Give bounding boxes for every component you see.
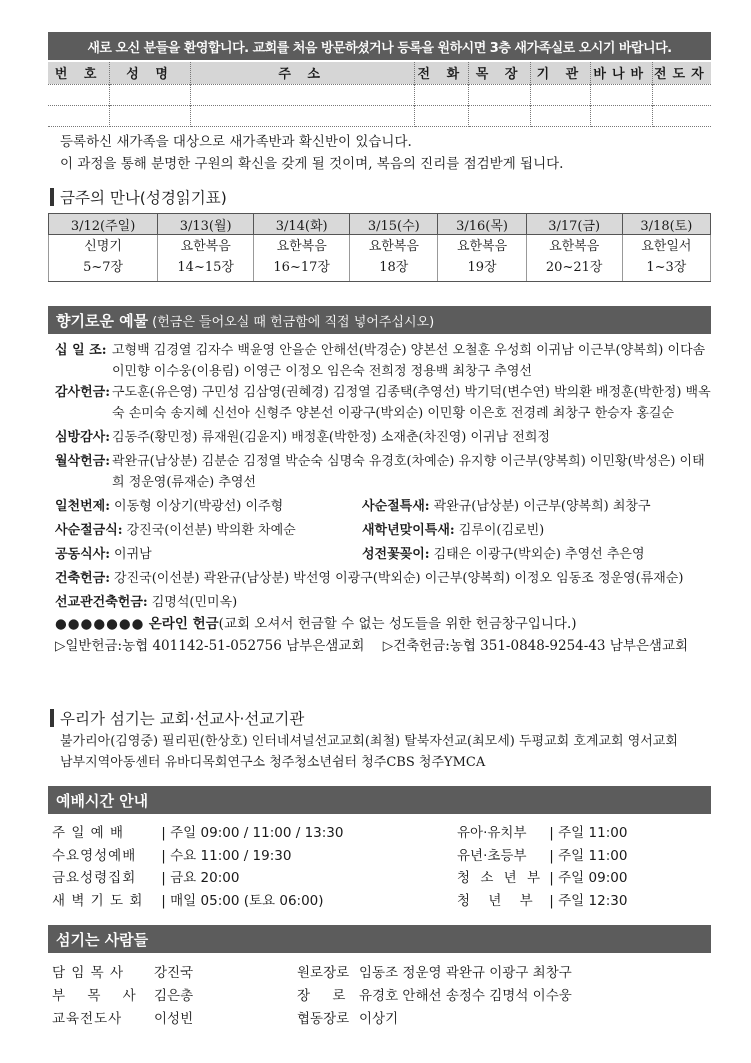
elder-names: 유경호 안해선 송정수 김명석 이수웅 xyxy=(359,988,572,1004)
elder-role: 장 로 xyxy=(297,988,355,1004)
note-line: 이 과정을 통해 분명한 구원의 확신을 갖게 될 것이며, 복음의 진리를 점검받게 됩니다. xyxy=(60,156,564,172)
missions-title: 우리가 섬기는 교회·선교사·선교기관 xyxy=(60,710,305,728)
building-names: 강진국(이선분) 곽완규(남상분) 박선영 이광구(박외순) 이근부(양복희) 이정오 임동조 정운영(류재순) xyxy=(114,571,684,586)
welcome-banner xyxy=(48,32,711,60)
monthly-row xyxy=(55,451,715,493)
dept-name: 유아·유치부 xyxy=(457,825,527,841)
cooperative-role: 협동장로 xyxy=(297,1011,350,1027)
ilcheon-sasun-row xyxy=(55,496,715,517)
worship-header xyxy=(48,786,711,814)
col-evangelist: 전도자 xyxy=(652,62,711,84)
sasun-season-names: 곽완규(남상분) 이근부(양복희) 최창구 xyxy=(433,499,651,514)
note-line: 등록하신 새가족을 대상으로 새가족반과 확신반이 있습니다. xyxy=(60,134,412,150)
service-time: 금요 20:00 xyxy=(170,870,240,886)
building-label: 건축헌금: xyxy=(55,571,111,586)
cooperative-name: 이상기 xyxy=(359,1011,399,1027)
reading-title: 금주의 만나(성경읽기표) xyxy=(60,189,227,207)
tithe-names: 고형백 김경열 김자수 백윤영 안을순 안해선(박경순) 양본선 오철훈 우성희 이귀남 이근부(양복희) 이다솜 이민향 이수웅(이용림) 이영근 이정오 임은숙 전희정 정용백 최창구 추영선 xyxy=(112,343,706,379)
people-row xyxy=(52,985,712,1008)
reading-book: 요한복음 xyxy=(254,235,350,257)
offering-title: 향기로운 예물 xyxy=(56,311,149,330)
reading-date: 3/18(토) xyxy=(622,214,710,235)
service-name: 주 일 예 배 xyxy=(52,825,125,841)
worship-title: 예배시간 안내 xyxy=(56,791,149,810)
meal-names: 이귀남 xyxy=(114,547,152,562)
newyear-label: 새학년맞이특새: xyxy=(362,523,455,538)
meal-flower-row xyxy=(55,544,715,565)
service-name: 금요성령집회 xyxy=(52,870,137,886)
worship-schedule xyxy=(52,822,712,912)
registration-row[interactable] xyxy=(48,84,711,105)
people-header xyxy=(48,925,711,953)
reading-book: 요한복음 xyxy=(438,235,526,257)
heading-marker xyxy=(50,188,54,206)
monthly-names: 곽완규(남상분) 김분순 김정열 박순숙 심명숙 유경호(차예순) 유지향 이근부(양복희) 이민황(박성은) 이태희 정운영(류재순) 추영선 xyxy=(112,454,705,490)
sasun-season-label: 사순절특새: xyxy=(362,499,430,514)
thanks-label: 감사헌금: xyxy=(55,385,111,400)
online-desc: (교회 오셔서 헌금할 수 없는 성도들을 위한 헌금창구입니다.) xyxy=(218,616,577,632)
account-general: ▷일반헌금:농협 401142-51-052756 남부은샘교회 xyxy=(55,638,365,654)
reading-chapters: 19장 xyxy=(438,256,526,282)
reading-chapters: 18장 xyxy=(350,256,438,282)
newyear-names: 김루이(김로빈) xyxy=(458,523,545,538)
reading-chapters: 14~15장 xyxy=(158,256,254,282)
worship-row: 수요영성예배 | 수요 11:00 / 19:30 유년·초등부 | 주일 11:00 xyxy=(52,845,712,868)
reading-date: 3/12(주일) xyxy=(49,214,158,235)
reading-date: 3/15(수) xyxy=(350,214,438,235)
col-cell-group: 목 장 xyxy=(469,62,531,84)
reading-book: 요한복음 xyxy=(350,235,438,257)
thanks-row xyxy=(55,382,715,424)
service-time: 주일 09:00 / 11:00 / 13:30 xyxy=(170,825,344,841)
shimbang-names: 김동주(황민정) 류재원(김윤지) 배정훈(박한정) 소재춘(차진영) 이귀남 전희정 xyxy=(112,430,550,445)
evangelist-role: 교육전도사 xyxy=(52,1011,123,1027)
reading-book: 신명기 xyxy=(49,235,158,257)
reading-date: 3/14(화) xyxy=(254,214,350,235)
tithe-label: 십 일 조: xyxy=(55,343,107,358)
reading-date: 3/13(월) xyxy=(158,214,254,235)
reading-book: 요한복음 xyxy=(526,235,622,257)
dept-time: 주일 12:30 xyxy=(558,892,628,909)
meal-label: 공동식사: xyxy=(55,547,111,562)
missions-list xyxy=(60,731,710,773)
reading-book: 요한복음 xyxy=(158,235,254,257)
dept-time: 주일 09:00 xyxy=(558,870,628,886)
worship-row: 주 일 예 배 | 주일 09:00 / 11:00 / 13:30 유아·유치부 | 주일 11:00 xyxy=(52,822,712,845)
offering-subtitle: (헌금은 들어오실 때 헌금함에 직접 넣어주십시오) xyxy=(152,314,435,330)
emeritus-role: 원로장로 xyxy=(297,965,350,981)
dept-time: 주일 11:00 xyxy=(558,847,628,864)
mission-building-row xyxy=(55,592,715,613)
service-time: 매일 05:00 (토요 06:00) xyxy=(170,892,324,909)
reading-table xyxy=(48,213,711,282)
service-time: 수요 11:00 / 19:30 xyxy=(170,847,292,864)
reading-chapters: 1~3장 xyxy=(622,256,710,282)
associate-name: 김은총 xyxy=(154,988,194,1004)
worship-row: 새 벽 기 도 회 | 매일 05:00 (토요 06:00) 청 년 부 | 주일 12:30 xyxy=(52,890,712,913)
ilcheon-names: 이동형 이상기(박광선) 이주형 xyxy=(114,499,284,514)
online-title: 온라인 헌금 xyxy=(148,616,219,632)
reading-chapters: 5~7장 xyxy=(49,256,158,282)
shimbang-row xyxy=(55,427,715,448)
new-family-note xyxy=(60,131,563,175)
sasun-newyear-row xyxy=(55,520,715,541)
offering-header xyxy=(48,306,711,334)
missions-line: 불가리아(김영중) 필리핀(한상호) 인터네셔널선교교회(최철) 탈북자선교(최모세) 두평교회 호계교회 영서교회 xyxy=(60,734,678,749)
reading-heading xyxy=(50,186,227,208)
heading-marker xyxy=(50,709,54,727)
registration-table xyxy=(48,62,711,127)
col-number: 번 호 xyxy=(48,62,110,84)
col-phone: 전 화 xyxy=(414,62,469,84)
dept-name: 청 소 년 부 xyxy=(457,870,544,886)
reading-book: 요한일서 xyxy=(622,235,710,257)
missions-line: 남부지역아동센터 유바디목회연구소 청주청소년쉼터 청주CBS 청주YMCA xyxy=(60,755,486,770)
mission-building-label: 선교관건축헌금: xyxy=(55,595,148,610)
monthly-label: 월삭헌금: xyxy=(55,454,111,469)
service-name: 새 벽 기 도 회 xyxy=(52,892,144,909)
col-barnabas: 바나바 xyxy=(590,62,652,84)
sasun-meal-label: 사순절금식: xyxy=(55,523,123,538)
building-row xyxy=(55,568,715,589)
account-building: ▷건축헌금:농협 351-0848-9254-43 남부은샘교회 xyxy=(382,638,689,654)
dept-time: 주일 11:00 xyxy=(558,825,628,841)
reading-chapters: 20~21장 xyxy=(526,256,622,282)
flower-names: 김태은 이광구(박외순) 추영선 추은영 xyxy=(433,547,645,562)
mission-building-names: 김명석(민미옥) xyxy=(151,595,238,610)
evangelist-name: 이성빈 xyxy=(154,1011,194,1027)
senior-pastor-name: 강진국 xyxy=(154,965,194,981)
flower-label: 성전꽃꽂이: xyxy=(362,547,430,562)
associate-role: 부 목 사 xyxy=(52,988,145,1004)
worship-row: 금요성령집회 | 금요 20:00 청 소 년 부 | 주일 09:00 xyxy=(52,867,712,890)
senior-pastor-role: 담 임 목 사 xyxy=(52,965,125,981)
people-row xyxy=(52,1008,712,1031)
people-list xyxy=(52,962,712,1031)
thanks-names: 구도훈(유은영) 구민성 김삼영(권혜경) 김정열 김종택(추영선) 박기덕(변수연) 박의환 배정훈(박한정) 백옥숙 손미숙 송지혜 신선아 신형주 양본선 이광구(박외순) 이민황 이은호 전경례 최창구 한승자 홍길순 xyxy=(112,385,711,421)
col-address: 주 소 xyxy=(190,62,414,84)
offering-list xyxy=(55,340,715,657)
people-row xyxy=(52,962,712,985)
online-offering xyxy=(55,614,715,635)
online-dots: ●●●●●●● xyxy=(55,616,145,632)
reading-chapters: 16~17장 xyxy=(254,256,350,282)
ilcheon-label: 일천번제: xyxy=(55,499,111,514)
sasun-meal-names: 강진국(이선분) 박의환 차예순 xyxy=(126,523,296,538)
col-name: 성 명 xyxy=(110,62,190,84)
account-row xyxy=(55,636,715,657)
missions-heading xyxy=(50,707,304,729)
dept-name: 청 년 부 xyxy=(457,892,540,909)
emeritus-names: 임동조 정운영 곽완규 이광구 최창구 xyxy=(359,965,572,981)
col-organization: 기 관 xyxy=(531,62,591,84)
shimbang-label: 심방감사: xyxy=(55,430,111,445)
registration-row[interactable] xyxy=(48,105,711,126)
reading-date: 3/16(목) xyxy=(438,214,526,235)
reading-date: 3/17(금) xyxy=(526,214,622,235)
service-name: 수요영성예배 xyxy=(52,847,137,864)
welcome-banner-text: 새로 오신 분들을 환영합니다. 교회를 처음 방문하셨거나 등록을 원하시면 3층 새가족실로 오시기 바랍니다. xyxy=(87,40,672,56)
tithe-row xyxy=(55,340,715,382)
dept-name: 유년·초등부 xyxy=(457,847,527,864)
people-title: 섬기는 사람들 xyxy=(56,930,149,949)
